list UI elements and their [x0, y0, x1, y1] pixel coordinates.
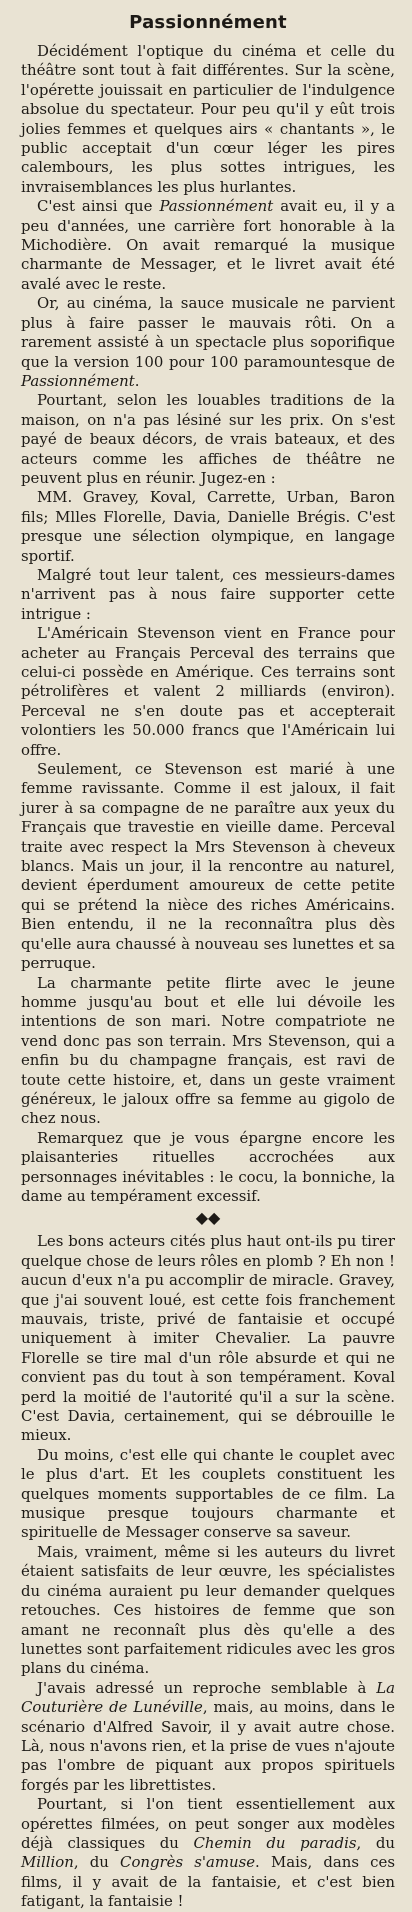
article-paragraph [21, 566, 395, 624]
article-paragraph [21, 391, 395, 488]
paragraph-text: . Mais, dans ces films, il y avait de la fantaisie, et c'est bien fatigant, la fantaisie ! [21, 1853, 395, 1911]
paragraph-text: . [134, 371, 140, 390]
article-title: Passionnément [129, 12, 287, 33]
article-paragraph [21, 1446, 395, 1543]
paragraph-text: Remarquez que je vous épargne encore les plaisanteries rituelles accrochées aux personnages inévitables : le cocu, la bonniche, la dame au tempérament excessif. [21, 1128, 395, 1205]
article-paragraph [21, 1679, 395, 1795]
paragraph-text: , du [356, 1833, 395, 1852]
paragraph-text: avait eu, il y a peu d'années, une carrière fort honorable à la Michodière. On avait remarqué la musique charmante de Messager, et le livret avait été avalé avec le reste. [21, 197, 395, 293]
paragraph-text: L'Américain Stevenson vient en France pour acheter au Français Perceval des terrains que celui-ci possède en Amérique. Ces terrains sont pétrolifères et valent 2 milliards (environ). Perceval ne s'en doute pas et accepterait volontiers les 50.000 francs que l'Américain lui offre. [21, 624, 395, 759]
italic-title-text: Million [21, 1853, 74, 1872]
paragraph-text: Les bons acteurs cités plus haut ont-ils pu tirer quelque chose de leurs rôles en plomb ? Eh non ! aucun d'eux n'a pu accomplir de miracle. Gravey, que j'ai souvent loué, est cette fois franchement mauvais, triste, privé de fantaisie et occupé uniquement à imiter Chevalier. La pauvre Florelle se tire mal d'un rôle absurde et qui ne convient pas du tout à son tempérament. Koval perd la moitié de l'autorité qu'il a sur la scène. C'est Davia, certainement, qui se débrouille le mieux. [21, 1232, 395, 1445]
article-body [21, 42, 395, 1912]
article-paragraph [21, 42, 395, 197]
paragraph-text: C'est ainsi que [37, 197, 160, 216]
paragraph-text: Pourtant, si l'on tient essentiellement aux opérettes filmées, on peut songer aux modèles déjà classiques du [21, 1795, 395, 1852]
article-paragraph [21, 197, 395, 294]
paragraph-text: Pourtant, selon les louables traditions de la maison, on n'a pas lésiné sur les prix. On s'est payé de beaux décors, de vrais bateaux, et des acteurs comme les affiches de théâtre ne peuvent plus en réunir. Jugez-en : [21, 391, 395, 487]
article-paragraph [21, 1232, 395, 1445]
italic-title-text: Congrès s'amuse [120, 1853, 256, 1872]
paragraph-text: , mais, au moins, dans le scénario d'Alfred Savoir, il y avait autre chose. Là, nous n'avons rien, et la prise de vues n'ajoute pas l'ombre de piquant aux propos spirituels forgés par les librettistes. [21, 1698, 395, 1794]
italic-title-text: Passionnément [21, 371, 135, 390]
paragraph-text: MM. Gravey, Koval, Carrette, Urban, Baron fils; Mlles Florelle, Davia, Danielle Brégis. C'est presque une sélection olympique, en langage sportif. [21, 488, 395, 565]
italic-title-text: La Couturière de Lunéville [21, 1678, 395, 1717]
article-paragraph [21, 1795, 395, 1911]
paragraph-text: Seulement, ce Stevenson est marié à une femme ravissante. Comme il est jaloux, il fait jurer à sa compagne de ne paraître aux yeux du Français que travestie en vieille dame. Perceval traite avec respect la Mrs Stevenson à cheveux blancs. Mais un jour, il la rencontre au naturel, devient éperdument amoureux de cette petite qui se prétend la nièce des riches Américains. Bien entendu, il ne la reconnaîtra plus dès qu'elle aura chaussé à nouveau ses lunettes et sa perruque. [21, 760, 395, 973]
paragraph-text: Décidément l'optique du cinéma et celle du théâtre sont tout à fait différentes. Sur la scène, l'opérette jouissait en particulier de l'indulgence absolue du spectateur. Pour peu qu'il y eût trois jolies femmes et quelques airs « chantants », le public acceptait d'un cœur léger les pires calembours, les plus sottes intrigues, les invraisemblances les plus hurlantes. [21, 42, 395, 196]
article-paragraph [21, 624, 395, 760]
article-paragraph [21, 974, 395, 1129]
section-ornament: ◆◆ [195, 1208, 221, 1228]
italic-title-text: Passionnément [159, 197, 274, 216]
article-paragraph [21, 488, 395, 566]
paragraph-text: J'avais adressé un reproche semblable à [37, 1678, 377, 1697]
paragraph-text: Malgré tout leur talent, ces messieurs-dames n'arrivent pas à nous faire supporter cette intrigue : [21, 565, 395, 623]
paragraph-text: Du moins, c'est elle qui chante le couplet avec le plus d'art. Et les couplets constituent les quelques moments supportables de ce film. La musique presque toujours charmante et spirituelle de Messager conserve sa saveur. [21, 1445, 395, 1542]
paragraph-text: , du [73, 1853, 121, 1872]
paragraph-text: Mais, vraiment, même si les auteurs du livret étaient satisfaits de leur œuvre, les spécialistes du cinéma auraient pu leur demander quelques retouches. Ces histoires de femme que son amant ne reconnaît plus dès qu'elle a des lunettes sont parfaitement ridicules avec les gros plans du cinéma. [21, 1542, 395, 1678]
article-paragraph [21, 1543, 395, 1679]
paragraph-text: La charmante petite flirte avec le jeune homme jusqu'au bout et elle lui dévoile les intentions de son mari. Notre compatriote ne vend donc pas son terrain. Mrs Stevenson, qui a enfin bu du champagne français, est ravi de toute cette histoire, et, dans un geste vraiment généreux, le jaloux offre sa femme au gigolo de chez nous. [21, 973, 395, 1128]
article-paragraph [21, 1129, 395, 1207]
paragraph-text: Or, au cinéma, la sauce musicale ne parvient plus à faire passer le mauvais rôti. On a rarement assisté à un spectacle plus soporifique que la version 100 pour 100 paramountesque de [21, 294, 395, 371]
article-paragraph [21, 294, 395, 391]
italic-title-text: Chemin du paradis [193, 1833, 357, 1852]
article-paragraph [21, 760, 395, 973]
